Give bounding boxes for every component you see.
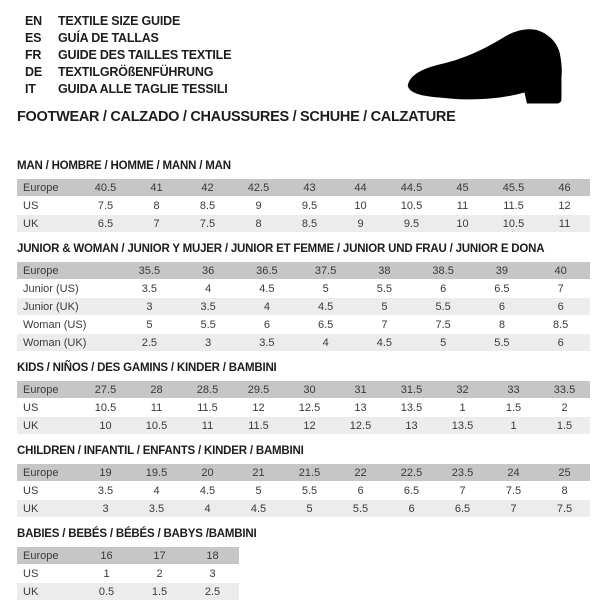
size-cell: 11 [201, 419, 214, 432]
size-tables [17, 160, 590, 601]
row-label: Junior (UK) [23, 300, 79, 313]
size-table-section [17, 362, 590, 435]
size-cell: 38.5 [432, 264, 454, 277]
size-cell: 18 [206, 549, 219, 562]
table-row [17, 547, 239, 564]
size-cell: 11 [558, 217, 571, 230]
table-row [17, 215, 590, 232]
size-cell: 2.5 [141, 336, 158, 349]
size-cell: 3.5 [97, 484, 114, 497]
size-cell: 6.5 [494, 282, 510, 295]
size-cell: 3.5 [148, 502, 165, 515]
language-code: DE [25, 65, 42, 79]
size-cell: 1 [103, 567, 110, 580]
size-cell: 7.5 [199, 217, 216, 230]
size-cell: 37.5 [314, 264, 337, 277]
size-cell: 10.5 [502, 217, 525, 230]
size-cell: 6 [440, 282, 447, 295]
size-cell: 9 [357, 217, 364, 230]
size-cell: 6.5 [403, 484, 420, 497]
size-table [17, 178, 590, 233]
size-cell: 4.5 [259, 282, 275, 295]
size-cell: 10.5 [94, 401, 117, 414]
size-cell: 10 [456, 217, 469, 230]
table-row [17, 280, 590, 297]
size-cell: 42 [201, 181, 214, 194]
size-cell: 31 [354, 383, 367, 396]
size-cell: 16 [100, 549, 113, 562]
size-cell: 43 [303, 181, 316, 194]
size-cell: 6 [357, 484, 364, 497]
size-cell: 5.5 [301, 484, 318, 497]
size-cell: 1 [459, 401, 466, 414]
size-cell: 36 [202, 264, 215, 277]
size-cell: 6 [408, 502, 415, 515]
size-cell: 17 [153, 549, 166, 562]
table-row [17, 417, 590, 434]
size-cell: 3.5 [141, 282, 158, 295]
size-cell: 40.5 [94, 181, 117, 194]
size-cell: 35.5 [138, 264, 161, 277]
size-cell: 22.5 [400, 466, 423, 479]
table-row [17, 583, 239, 600]
size-cell: 7 [459, 484, 466, 497]
size-cell: 5 [306, 502, 313, 515]
size-cell: 8 [153, 199, 160, 212]
size-cell: 36.5 [256, 264, 278, 277]
size-cell: 4.5 [199, 484, 216, 497]
size-cell: 7 [381, 318, 388, 331]
size-cell: 7 [557, 282, 564, 295]
size-table [17, 463, 590, 518]
size-cell: 4 [263, 300, 270, 313]
size-cell: 5 [146, 318, 153, 331]
table-row [17, 262, 590, 279]
size-cell: 1.5 [151, 585, 168, 598]
table-title: CHILDREN / INFANTIL / ENFANTS / KINDER / BAMBINI [17, 445, 304, 457]
table-row [17, 298, 590, 315]
size-cell: 38 [378, 264, 391, 277]
size-cell: 5.5 [494, 336, 510, 349]
size-cell: 28.5 [196, 383, 219, 396]
row-label: US [23, 567, 39, 580]
size-cell: 11.5 [197, 401, 218, 414]
row-label: US [23, 199, 39, 212]
size-cell: 13 [405, 419, 418, 432]
size-cell: 3 [102, 502, 109, 515]
size-cell: 1.5 [556, 419, 573, 432]
table-row [17, 500, 590, 517]
size-cell: 10.5 [400, 199, 423, 212]
footwear-category-title: FOOTWEAR / CALZADO / CHAUSSURES / SCHUHE / CALZATURE [17, 109, 456, 125]
size-cell: 2 [561, 401, 568, 414]
size-cell: 12 [558, 199, 571, 212]
table-title: KIDS / NIÑOS / DES GAMINS / KINDER / BAMBINI [17, 362, 277, 374]
table-row [17, 334, 590, 351]
size-table-section [17, 243, 590, 352]
size-cell: 32 [456, 383, 469, 396]
table-row [17, 464, 590, 481]
size-cell: 7 [510, 502, 517, 515]
size-cell: 5.5 [435, 300, 451, 313]
size-cell: 4.5 [376, 336, 393, 349]
size-cell: 31.5 [400, 383, 423, 396]
size-cell: 33 [507, 383, 520, 396]
size-cell: 39 [495, 264, 508, 277]
language-code: FR [25, 48, 42, 62]
size-cell: 6 [557, 300, 564, 313]
row-label: UK [23, 217, 39, 230]
row-label: Europe [23, 383, 59, 396]
size-cell: 45.5 [502, 181, 525, 194]
size-cell: 12 [303, 419, 316, 432]
size-cell: 4 [322, 336, 329, 349]
size-cell: 10 [354, 199, 367, 212]
size-cell: 4.5 [250, 502, 267, 515]
size-cell: 11.5 [503, 199, 524, 212]
size-cell: 4 [204, 502, 211, 515]
size-cell: 5 [322, 282, 329, 295]
size-cell: 7.5 [556, 502, 573, 515]
size-cell: 6 [557, 336, 564, 349]
language-label: TEXTILGRÖßENFÜHRUNG [58, 65, 214, 79]
size-cell: 9.5 [301, 199, 318, 212]
row-label: Europe [23, 549, 59, 562]
size-cell: 5 [381, 300, 388, 313]
table-row [17, 197, 590, 214]
size-cell: 7.5 [505, 484, 522, 497]
table-row [17, 381, 590, 398]
size-cell: 13 [354, 401, 367, 414]
size-cell: 6 [498, 300, 505, 313]
row-label: Europe [23, 466, 59, 479]
size-cell: 42.5 [247, 181, 270, 194]
size-cell: 44.5 [400, 181, 423, 194]
size-cell: 9.5 [403, 217, 420, 230]
size-cell: 12.5 [298, 401, 321, 414]
size-cell: 41 [150, 181, 163, 194]
size-cell: 21.5 [298, 466, 321, 479]
language-code: IT [25, 82, 36, 96]
size-cell: 8.5 [199, 199, 216, 212]
row-label: Woman (UK) [23, 336, 87, 349]
size-cell: 9 [255, 199, 262, 212]
table-row [17, 482, 590, 499]
size-cell: 44 [354, 181, 367, 194]
table-row [17, 179, 590, 196]
row-label: UK [23, 419, 39, 432]
size-cell: 13.5 [451, 419, 474, 432]
size-cell: 4.5 [317, 300, 334, 313]
row-label: UK [23, 585, 39, 598]
size-cell: 3.5 [259, 336, 275, 349]
size-cell: 45 [456, 181, 469, 194]
size-cell: 5 [440, 336, 447, 349]
size-cell: 6.5 [317, 318, 334, 331]
table-row [17, 399, 590, 416]
size-cell: 4 [205, 282, 212, 295]
size-cell: 2.5 [204, 585, 221, 598]
language-code: ES [25, 31, 42, 45]
table-title: JUNIOR & WOMAN / JUNIOR Y MUJER / JUNIOR ET FEMME / JUNIOR UND FRAU / JUNIOR E DONA [17, 243, 545, 255]
size-cell: 11 [456, 199, 469, 212]
row-label: Junior (US) [23, 282, 79, 295]
size-cell: 22 [354, 466, 367, 479]
language-code: EN [25, 14, 42, 28]
size-cell: 30 [303, 383, 316, 396]
size-cell: 5.5 [376, 282, 393, 295]
row-label: UK [23, 502, 39, 515]
size-cell: 13.5 [400, 401, 423, 414]
size-cell: 6.5 [454, 502, 471, 515]
size-cell: 11.5 [248, 419, 269, 432]
table-row [17, 565, 239, 582]
size-table-section [17, 160, 590, 233]
size-cell: 1 [510, 419, 517, 432]
size-cell: 6 [263, 318, 270, 331]
size-cell: 3 [209, 567, 216, 580]
size-cell: 2 [156, 567, 163, 580]
size-cell: 46 [558, 181, 571, 194]
table-row [17, 316, 590, 333]
size-table [17, 261, 590, 352]
language-label: GUIDE DES TAILLES TEXTILE [58, 48, 232, 62]
size-table-section [17, 528, 590, 601]
size-cell: 5.5 [200, 318, 216, 331]
size-cell: 5.5 [352, 502, 369, 515]
size-cell: 7.5 [97, 199, 114, 212]
size-cell: 3 [146, 300, 153, 313]
size-cell: 25 [558, 466, 571, 479]
size-cell: 28 [150, 383, 163, 396]
size-cell: 10 [99, 419, 112, 432]
size-cell: 27.5 [94, 383, 117, 396]
row-label: US [23, 484, 39, 497]
size-cell: 8 [498, 318, 505, 331]
size-cell: 23.5 [451, 466, 474, 479]
size-cell: 10.5 [145, 419, 168, 432]
size-cell: 7.5 [435, 318, 451, 331]
size-cell: 6.5 [97, 217, 114, 230]
size-cell: 11 [150, 401, 163, 414]
size-cell: 8.5 [301, 217, 318, 230]
table-title: BABIES / BEBÉS / BÉBÉS / BABYS /BAMBINI [17, 528, 257, 540]
size-cell: 12.5 [349, 419, 372, 432]
size-cell: 20 [201, 466, 214, 479]
size-cell: 8 [561, 484, 568, 497]
size-cell: 19.5 [145, 466, 168, 479]
row-label: Woman (US) [23, 318, 87, 331]
row-label: Europe [23, 264, 59, 277]
table-title: MAN / HOMBRE / HOMME / MANN / MAN [17, 160, 231, 172]
size-cell: 21 [252, 466, 265, 479]
size-table [17, 380, 590, 435]
size-cell: 24 [507, 466, 520, 479]
language-label: GUÍA DE TALLAS [58, 31, 159, 45]
size-cell: 0.5 [98, 585, 115, 598]
size-cell: 8.5 [552, 318, 569, 331]
size-cell: 3 [205, 336, 212, 349]
dress-shoe-icon [392, 22, 578, 106]
size-cell: 40 [554, 264, 567, 277]
size-cell: 3.5 [200, 300, 216, 313]
size-cell: 5 [255, 484, 262, 497]
size-cell: 19 [99, 466, 112, 479]
size-cell: 33.5 [553, 383, 576, 396]
size-table [17, 546, 239, 601]
size-cell: 29.5 [247, 383, 270, 396]
size-table-section [17, 445, 590, 518]
row-label: US [23, 401, 39, 414]
row-label: Europe [23, 181, 59, 194]
language-label: TEXTILE SIZE GUIDE [58, 14, 181, 28]
size-cell: 4 [153, 484, 160, 497]
size-cell: 8 [255, 217, 262, 230]
language-label: GUIDA ALLE TAGLIE TESSILI [58, 82, 228, 96]
size-cell: 12 [252, 401, 265, 414]
size-cell: 7 [153, 217, 160, 230]
size-cell: 1.5 [505, 401, 522, 414]
